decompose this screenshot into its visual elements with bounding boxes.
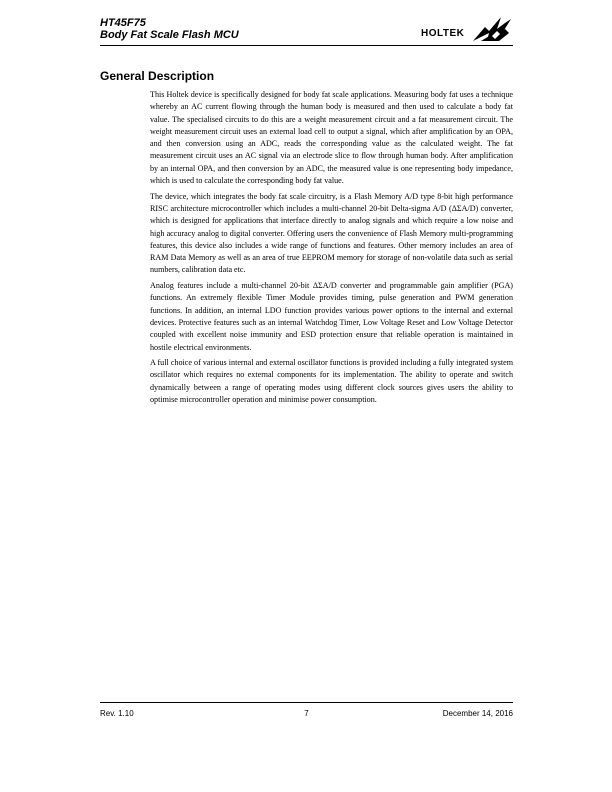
section-title: General Description — [100, 69, 215, 83]
description-paragraph: This Holtek device is specifically designed for body fat scale applications. Measuring body fat uses a technique whereby an AC current flowing through the human body is measured and then used to calculate a body fat value. The specialised circuits to do this are a weight measurement circuit and a fat measurement circuit. The weight measurement circuit uses an external load cell to output a signal, which after amplification by an OPA, and then conversion using an ADC, reads the corresponding value as the calculated weight. The fat measurement circuit uses an AC signal via an electrode slice to flow through human body. After amplification by an internal OPA, and then conversion by an ADC, the measured value is one representing body impedance, which is used to calculate the corresponding body fat value. — [150, 90, 513, 186]
date: December 14, 2016 — [442, 709, 513, 718]
description-paragraph: The device, which integrates the body fat scale circuitry, is a Flash Memory A/D type 8-bit high performance RISC architecture microcontroller which includes a multi-channel 20-bit Delta-sigma A/D (ΔΣA/D) converter, which is designed for applications that interface directly to analog signals and which require a low noise and high accuracy analog to digital converter. Offering users the convenience of Flash Memory multi-programming features, this device also includes a wide range of functions and features. Other memory includes an area of RAM Data Memory as well as an area of true EEPROM memory for storage of non-volatile data such as serial numbers, calibration data etc. — [150, 191, 513, 275]
holtek-logo — [421, 15, 513, 43]
page-footer — [100, 702, 513, 725]
page-number: 7 — [304, 709, 309, 718]
product-name: Body Fat Scale Flash MCU — [100, 29, 239, 41]
description-paragraph: A full choice of various internal and external oscillator functions is provided including a fully integrated system oscillator which requires no external components for its implementation. The ability to operate and switch dynamically between a range of operating modes using different clock sources gives users the ability to optimise microcontroller operation and minimise power consumption. — [150, 358, 513, 405]
description-body — [150, 89, 513, 410]
holtek-emblem-icon — [471, 15, 513, 43]
part-number: HT45F75 — [100, 17, 146, 29]
logo-text: HOLTEK — [421, 28, 465, 39]
revision: Rev. 1.10 — [100, 709, 134, 718]
description-paragraph: Analog features include a multi-channel 20-bit ΔΣA/D converter and programmable gain amplifier (PGA) functions. An extremely flexible Timer Module provides timing, pulse generation and PWM generation functions. In addition, an internal LDO function provides various power options to the internal and external devices. Protective features such as an internal Watchdog Timer, Low Voltage Reset and Low Voltage Detector coupled with excellent noise immunity and ESD protection ensure that reliable operation is maintained in hostile electrical environments. — [150, 281, 513, 352]
page-header — [100, 15, 513, 46]
